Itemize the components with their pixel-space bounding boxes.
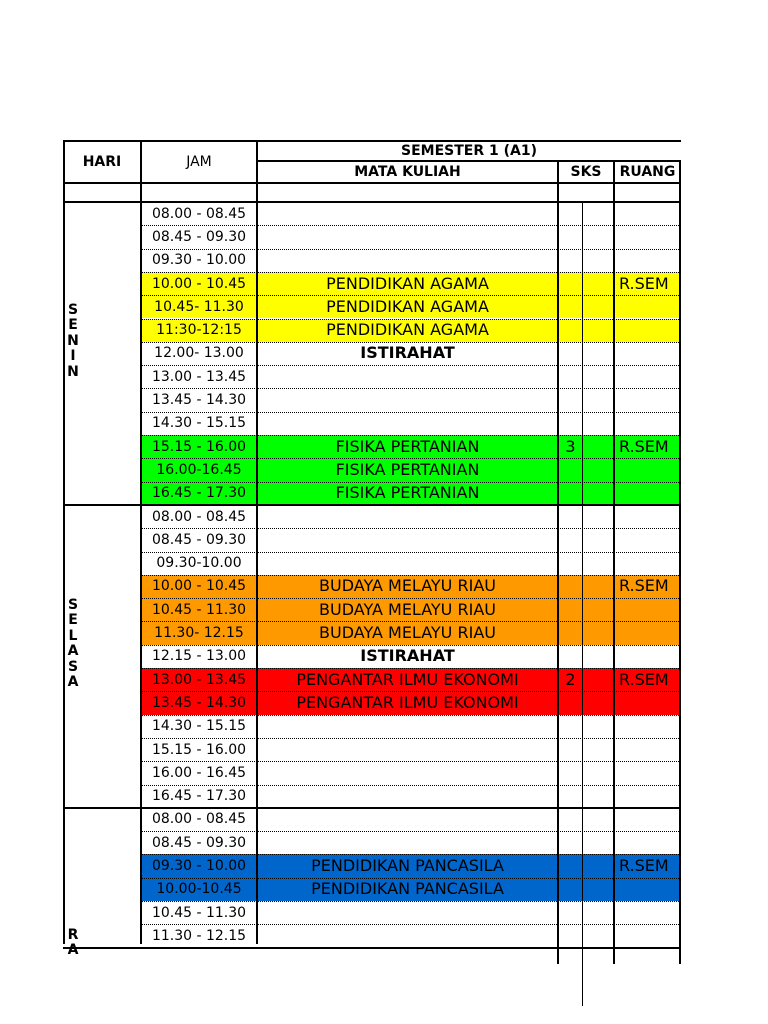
row-divider (141, 412, 681, 413)
sks-cell (558, 738, 583, 761)
day-letter: N (67, 363, 79, 380)
room-cell (614, 691, 681, 714)
sks-extra-cell (583, 878, 614, 901)
room-cell (614, 249, 681, 272)
row-divider (141, 319, 681, 320)
border-left (63, 140, 65, 944)
room-cell (614, 458, 681, 481)
time-cell: 10.45 - 11.30 (151, 904, 247, 921)
sks-extra-cell (583, 342, 614, 365)
sks-cell (558, 598, 583, 621)
room-cell (614, 552, 681, 575)
sks-cell: 2 (558, 668, 583, 691)
course-cell (257, 412, 558, 435)
sks-cell (558, 319, 583, 342)
time-cell: 12.00- 13.00 (154, 345, 244, 362)
row-divider (141, 878, 681, 879)
row-divider (141, 668, 681, 669)
row-divider (141, 365, 681, 366)
time-cell: 08.00 - 08.45 (151, 508, 247, 525)
header-ruang: RUANG (619, 164, 676, 180)
course-cell (257, 202, 558, 225)
sks-cell (558, 458, 583, 481)
time-cell: 12.15 - 13.00 (151, 648, 247, 665)
row-divider (141, 738, 681, 739)
room-cell (614, 738, 681, 761)
time-cell: 13.45 - 14.30 (151, 392, 247, 409)
sks-extra-cell (583, 552, 614, 575)
time-cell: 08.00 - 08.45 (151, 205, 247, 222)
room-cell (614, 924, 681, 947)
time-cell: 14.30 - 15.15 (151, 415, 247, 432)
time-cell: 13.00 - 13.45 (151, 368, 247, 385)
course-cell: FISIKA PERTANIAN (257, 458, 558, 481)
sks-extra-cell (583, 435, 614, 458)
course-cell: PENDIDIKAN AGAMA (257, 319, 558, 342)
row-divider (141, 528, 681, 529)
course-cell: PENDIDIKAN AGAMA (257, 295, 558, 318)
row-divider (141, 435, 681, 436)
row-divider (141, 458, 681, 459)
room-cell (614, 388, 681, 411)
course-cell: BUDAYA MELAYU RIAU (257, 598, 558, 621)
sks-cell (558, 901, 583, 924)
sks-extra-cell (583, 528, 614, 551)
room-cell (614, 202, 681, 225)
day-letter: N (67, 332, 79, 349)
sks-cell (558, 342, 583, 365)
time-cell: 16.45 - 17.30 (151, 788, 247, 805)
course-cell (257, 785, 558, 808)
row-divider (141, 598, 681, 599)
sks-cell (558, 924, 583, 947)
course-cell (257, 924, 558, 947)
course-cell: PENDIDIKAN PANCASILA (257, 854, 558, 877)
sks-extra-cell (583, 901, 614, 924)
course-cell (257, 761, 558, 784)
border-mk (256, 140, 258, 944)
course-cell (257, 901, 558, 924)
course-cell (257, 808, 558, 831)
room-cell (614, 528, 681, 551)
course-cell (257, 715, 558, 738)
course-cell (257, 552, 558, 575)
sks-extra-cell (583, 621, 614, 644)
room-cell (614, 598, 681, 621)
course-cell (257, 249, 558, 272)
sks-cell (558, 388, 583, 411)
room-cell (614, 482, 681, 505)
sks-extra-cell (583, 249, 614, 272)
sks-cell (558, 225, 583, 248)
row-divider (141, 388, 681, 389)
time-cell: 08.45 - 09.30 (151, 531, 247, 548)
header-jam: JAM (186, 153, 212, 170)
course-cell: BUDAYA MELAYU RIAU (257, 575, 558, 598)
room-cell (614, 761, 681, 784)
room-cell: R.SEM (614, 668, 681, 691)
table-top-border (63, 140, 681, 142)
day-letter: A (67, 942, 79, 959)
day-letter: I (70, 348, 76, 365)
border-sks-inner (582, 202, 583, 1006)
sks-cell (558, 528, 583, 551)
room-cell (614, 645, 681, 668)
day-letter: R (67, 926, 79, 943)
room-cell (614, 621, 681, 644)
header-semester: SEMESTER 1 (A1) (401, 142, 537, 159)
time-cell: 16.00-16.45 (141, 458, 257, 481)
time-cell: 08.45 - 09.30 (151, 834, 247, 851)
sks-cell (558, 854, 583, 877)
sks-extra-cell (583, 808, 614, 831)
sks-cell (558, 552, 583, 575)
sks-cell (558, 505, 583, 528)
semester-divider (257, 160, 681, 162)
row-divider (141, 924, 681, 925)
sks-extra-cell (583, 715, 614, 738)
room-cell (614, 831, 681, 854)
sks-cell (558, 482, 583, 505)
sks-cell (558, 295, 583, 318)
sks-extra-cell (583, 202, 614, 225)
course-cell (257, 528, 558, 551)
sks-cell (558, 365, 583, 388)
sks-extra-cell (583, 388, 614, 411)
room-cell (614, 225, 681, 248)
header-hari: HARI (82, 153, 122, 170)
course-cell: PENGANTAR ILMU EKONOMI (257, 691, 558, 714)
sks-cell (558, 202, 583, 225)
day-divider (63, 504, 681, 506)
sks-extra-cell (583, 482, 614, 505)
sks-extra-cell (583, 272, 614, 295)
sks-extra-cell (583, 854, 614, 877)
row-divider (141, 621, 681, 622)
sks-cell (558, 621, 583, 644)
course-cell: ISTIRAHAT (360, 343, 455, 363)
room-cell (614, 412, 681, 435)
row-divider (141, 482, 681, 483)
border-jam (140, 140, 142, 944)
time-cell: 11.30 - 12.15 (151, 927, 247, 944)
sks-extra-cell (583, 319, 614, 342)
sks-extra-cell (583, 924, 614, 947)
border-right (679, 160, 681, 964)
sks-extra-cell (583, 412, 614, 435)
sks-cell (558, 761, 583, 784)
time-cell: 16.45 - 17.30 (141, 482, 257, 505)
course-cell: FISIKA PERTANIAN (257, 435, 558, 458)
row-divider (141, 854, 681, 855)
row-divider (141, 295, 681, 296)
row-divider (141, 645, 681, 646)
sks-extra-cell (583, 458, 614, 481)
sks-extra-cell (583, 225, 614, 248)
room-cell (614, 295, 681, 318)
sks-extra-cell (583, 365, 614, 388)
course-cell: PENGANTAR ILMU EKONOMI (257, 668, 558, 691)
time-cell: 09.30-10.00 (156, 555, 242, 572)
sks-cell (558, 691, 583, 714)
day-name (66, 928, 80, 959)
room-cell: R.SEM (614, 272, 681, 295)
sks-extra-cell (583, 691, 614, 714)
course-cell: BUDAYA MELAYU RIAU (257, 621, 558, 644)
row-divider (141, 715, 681, 716)
time-cell: 10.00 - 10.45 (141, 272, 257, 295)
time-cell: 10.45 - 11.30 (141, 598, 257, 621)
sks-cell: 3 (558, 435, 583, 458)
row-divider (141, 785, 681, 786)
time-cell: 11:30-12:15 (141, 319, 257, 342)
course-cell: ISTIRAHAT (360, 646, 455, 666)
sks-cell (558, 645, 583, 668)
border-ruang (613, 160, 615, 964)
row-divider (141, 342, 681, 343)
room-cell: R.SEM (614, 575, 681, 598)
sks-extra-cell (583, 668, 614, 691)
time-cell: 10.45- 11.30 (141, 295, 257, 318)
room-cell (614, 505, 681, 528)
sks-cell (558, 412, 583, 435)
sks-cell (558, 575, 583, 598)
spacer-divider (63, 201, 681, 203)
day-divider (63, 807, 681, 809)
border-sks (557, 160, 559, 964)
sks-cell (558, 878, 583, 901)
room-cell (614, 342, 681, 365)
room-cell (614, 785, 681, 808)
time-cell: 13.00 - 13.45 (141, 668, 257, 691)
room-cell (614, 715, 681, 738)
header-divider (63, 182, 681, 184)
row-divider (141, 831, 681, 832)
header-sks: SKS (570, 164, 602, 180)
time-cell: 16.00 - 16.45 (151, 764, 247, 781)
sks-extra-cell (583, 598, 614, 621)
course-cell (257, 831, 558, 854)
day-letter: A (67, 643, 79, 660)
sks-extra-cell (583, 831, 614, 854)
time-cell: 11.30- 12.15 (141, 621, 257, 644)
sks-extra-cell (583, 761, 614, 784)
course-cell: PENDIDIKAN AGAMA (257, 272, 558, 295)
time-cell: 08.00 - 08.45 (151, 811, 247, 828)
room-cell (614, 319, 681, 342)
room-cell (614, 901, 681, 924)
day-name (66, 598, 80, 691)
course-cell (257, 365, 558, 388)
course-cell (257, 738, 558, 761)
room-cell (614, 878, 681, 901)
row-divider (141, 901, 681, 902)
day-name (66, 303, 80, 381)
row-divider (141, 691, 681, 692)
row-divider (141, 761, 681, 762)
day-letter: S (67, 596, 79, 613)
row-divider (141, 249, 681, 250)
row-divider (141, 575, 681, 576)
schedule-table (63, 140, 681, 959)
sks-extra-cell (583, 738, 614, 761)
course-cell (257, 225, 558, 248)
row-divider (141, 225, 681, 226)
time-cell: 09.30 - 10.00 (141, 854, 257, 877)
room-cell: R.SEM (614, 854, 681, 877)
sks-extra-cell (583, 295, 614, 318)
day-letter: S (67, 301, 79, 318)
day-letter: L (68, 627, 78, 644)
time-cell: 14.30 - 15.15 (151, 718, 247, 735)
course-cell (257, 505, 558, 528)
day-letter: E (68, 317, 78, 334)
day-letter: E (68, 612, 78, 629)
time-cell: 15.15 - 16.00 (141, 435, 257, 458)
room-cell: R.SEM (614, 435, 681, 458)
course-cell: PENDIDIKAN PANCASILA (257, 878, 558, 901)
room-cell (614, 808, 681, 831)
sks-cell (558, 249, 583, 272)
time-cell: 09.30 - 10.00 (151, 252, 247, 269)
course-cell: FISIKA PERTANIAN (257, 482, 558, 505)
row-divider (141, 552, 681, 553)
time-cell: 10.00 - 10.45 (141, 575, 257, 598)
sks-extra-cell (583, 645, 614, 668)
sks-cell (558, 808, 583, 831)
course-cell (257, 388, 558, 411)
day-divider (63, 947, 681, 949)
row-divider (141, 272, 681, 273)
day-letter: S (67, 658, 79, 675)
header-mata-kuliah: MATA KULIAH (354, 164, 461, 180)
time-cell: 10.00-10.45 (141, 878, 257, 901)
day-letter: A (67, 674, 79, 691)
time-cell: 15.15 - 16.00 (151, 741, 247, 758)
sks-cell (558, 831, 583, 854)
sks-cell (558, 785, 583, 808)
sks-extra-cell (583, 505, 614, 528)
room-cell (614, 365, 681, 388)
time-cell: 08.45 - 09.30 (151, 228, 247, 245)
sks-extra-cell (583, 785, 614, 808)
sks-cell (558, 715, 583, 738)
sks-cell (558, 272, 583, 295)
time-cell: 13.45 - 14.30 (141, 691, 257, 714)
sks-extra-cell (583, 575, 614, 598)
